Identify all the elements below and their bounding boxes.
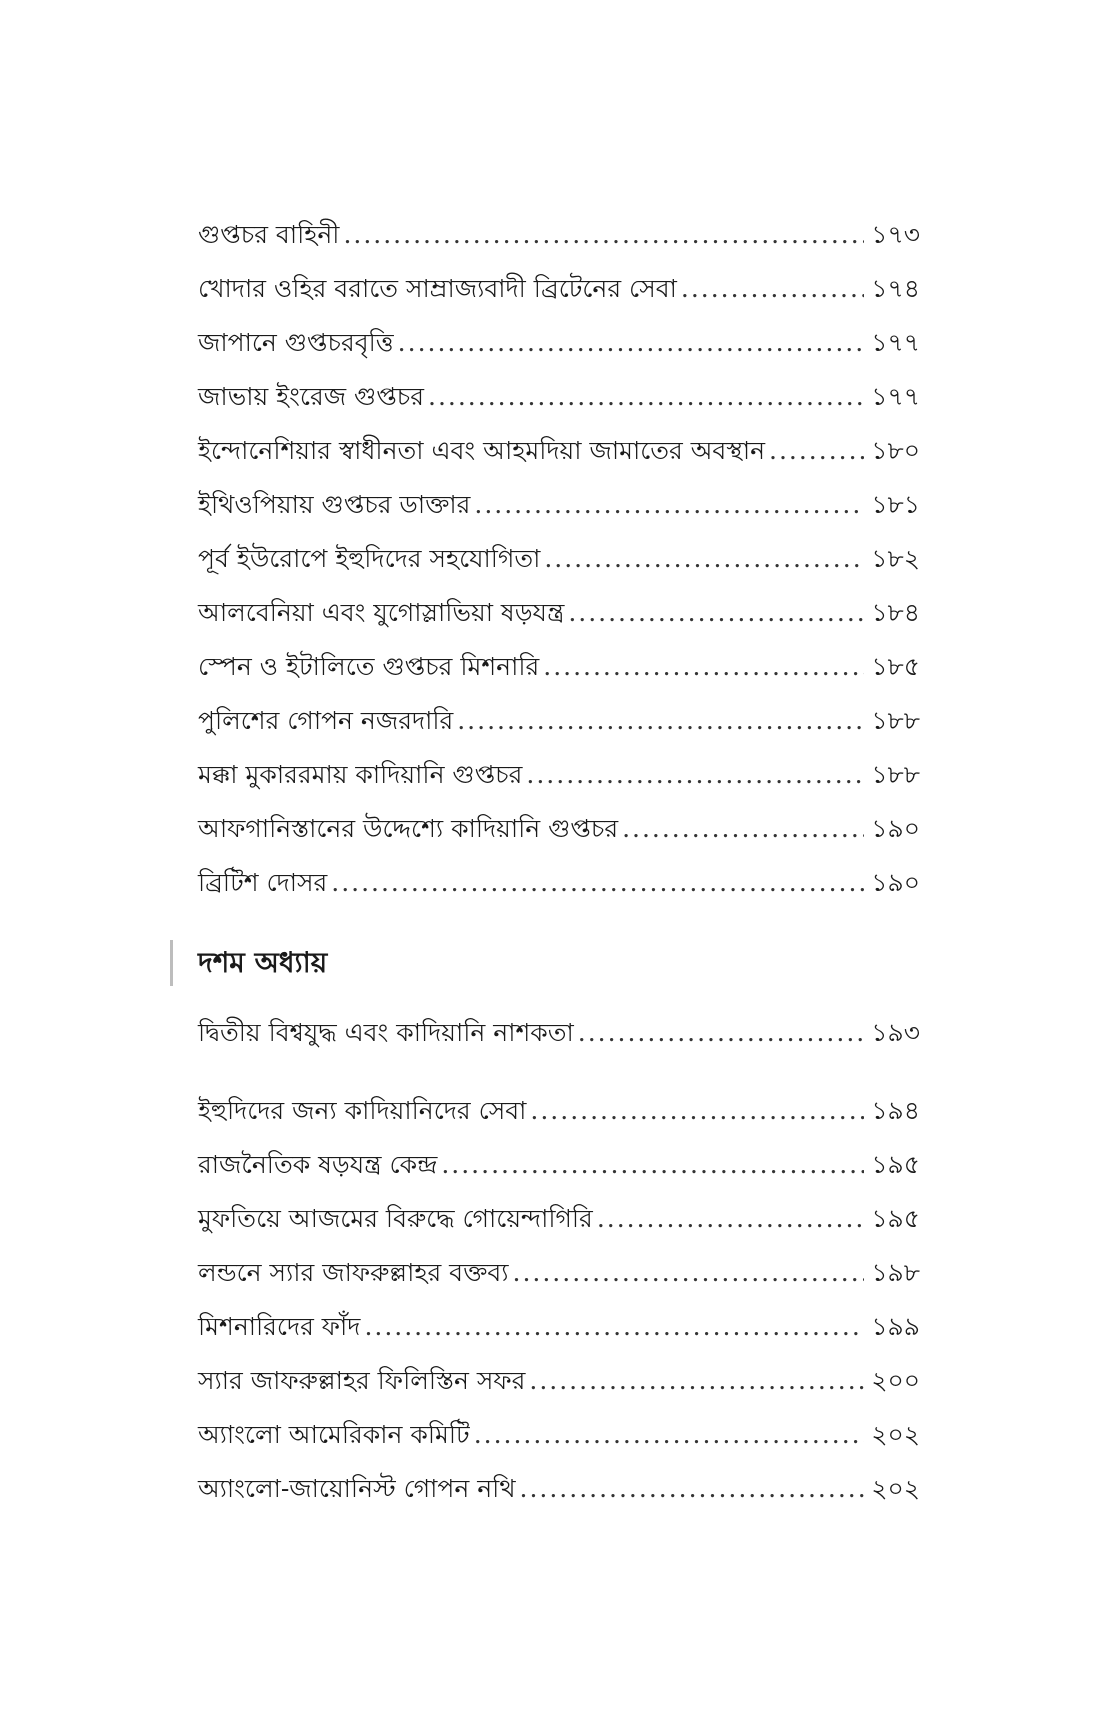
toc-entry-page: ২০২	[871, 1420, 920, 1449]
toc-entry	[198, 478, 920, 532]
toc-entry-page: ১৯০	[871, 814, 920, 843]
toc-entry-page: ১৭৩	[871, 220, 920, 249]
dot-leader	[530, 1084, 864, 1138]
chapter-marker-bar	[170, 940, 173, 986]
dot-leader	[331, 856, 864, 910]
dot-leader	[457, 694, 864, 748]
toc-entry-title: জাভায় ইংরেজ গুপ্তচর	[198, 382, 425, 411]
toc-entry-title: মক্কা মুকাররমায় কাদিয়ানি গুপ্তচর	[198, 760, 523, 789]
toc-entry-page: ১৭৭	[871, 328, 920, 357]
toc-entry	[198, 856, 920, 910]
toc-entry-page: ১৮৮	[871, 760, 920, 789]
toc-entry	[198, 1354, 920, 1408]
toc-entry	[198, 532, 920, 586]
toc-entry	[198, 1462, 920, 1516]
dot-leader	[474, 1408, 864, 1462]
toc-entry	[198, 694, 920, 748]
dot-leader	[398, 316, 864, 370]
dot-leader	[513, 1246, 864, 1300]
toc-entry-page: ১৯৩	[871, 1018, 920, 1047]
toc-entry-page: ১৮২	[871, 544, 920, 573]
chapter-heading: দশম অধ্যায়	[198, 946, 328, 979]
dot-leader	[622, 802, 864, 856]
toc-entry-title: পূর্ব ইউরোপে ইহুদিদের সহযোগিতা	[198, 544, 541, 573]
toc-entry	[198, 1300, 920, 1354]
dot-leader	[520, 1462, 864, 1516]
toc-entry	[198, 802, 920, 856]
toc-entry	[198, 262, 920, 316]
toc-entry-title: দ্বিতীয় বিশ্বযুদ্ধ এবং কাদিয়ানি নাশকতা	[198, 1018, 574, 1047]
toc-entry	[198, 370, 920, 424]
toc-entry-page: ১৮৪	[871, 598, 920, 627]
toc-entry-title: জাপানে গুপ্তচরবৃত্তি	[198, 328, 394, 357]
dot-leader	[526, 748, 864, 802]
toc-entry-page: ১৮১	[871, 490, 920, 519]
toc-entry-title: লন্ডনে স্যার জাফরুল্লাহর বক্তব্য	[198, 1258, 509, 1287]
toc-entry	[198, 1084, 920, 1138]
toc-section-a	[198, 208, 920, 910]
dot-leader	[474, 478, 864, 532]
dot-leader	[597, 1192, 864, 1246]
toc-entry-title: ইহুদিদের জন্য কাদিয়ানিদের সেবা	[198, 1096, 527, 1125]
toc-entry-page: ১৯৮	[871, 1258, 920, 1287]
dot-leader	[544, 532, 864, 586]
toc-entry-title: পুলিশের গোপন নজরদারি	[198, 706, 454, 735]
toc-entry-title: গুপ্তচর বাহিনী	[198, 220, 340, 249]
toc-entry-page: ১৯৫	[871, 1204, 920, 1233]
toc-entry-title: স্পেন ও ইটালিতে গুপ্তচর মিশনারি	[198, 652, 540, 681]
toc-section-b	[198, 1084, 920, 1516]
toc-entry	[198, 208, 920, 262]
dot-leader	[578, 1006, 864, 1060]
dot-leader	[529, 1354, 864, 1408]
toc-entry	[198, 1192, 920, 1246]
toc-entry-page: ১৮৮	[871, 706, 920, 735]
toc-entry	[198, 1246, 920, 1300]
toc-entry	[198, 1138, 920, 1192]
dot-leader	[364, 1300, 864, 1354]
toc-entry	[198, 748, 920, 802]
toc-entry-page: ১৮৫	[871, 652, 920, 681]
toc-entry-page: ১৭৪	[871, 274, 920, 303]
chapter-first-entry	[198, 1006, 920, 1060]
toc-entry-title: অ্যাংলো আমেরিকান কমিটি	[198, 1420, 470, 1449]
toc-entry-title: মিশনারিদের ফাঁদ	[198, 1312, 361, 1341]
dot-leader	[568, 586, 864, 640]
toc-entry-page: ১৯০	[871, 868, 920, 897]
dot-leader	[543, 640, 864, 694]
toc-entry-page: ১৭৭	[871, 382, 920, 411]
toc-entry-page: ১৮০	[871, 436, 920, 465]
dot-leader	[428, 370, 864, 424]
toc-entry	[198, 424, 920, 478]
toc-entry-page: ২০০	[871, 1366, 920, 1395]
toc-entry-page: ২০২	[871, 1474, 920, 1503]
toc-entry-page: ১৯৫	[871, 1150, 920, 1179]
toc-entry-title: আলবেনিয়া এবং যুগোস্লাভিয়া ষড়যন্ত্র	[198, 598, 565, 627]
dot-leader	[343, 208, 864, 262]
toc-entry-title: মুফতিয়ে আজমের বিরুদ্ধে গোয়েন্দাগিরি	[198, 1204, 593, 1233]
toc-entry-title: অ্যাংলো-জায়োনিস্ট গোপন নথি	[198, 1474, 516, 1503]
toc-entry-page: ১৯৪	[871, 1096, 920, 1125]
toc-entry	[198, 1408, 920, 1462]
toc-entry-title: স্যার জাফরুল্লাহর ফিলিস্তিন সফর	[198, 1366, 526, 1395]
dot-leader	[681, 262, 864, 316]
toc-entry	[198, 316, 920, 370]
dot-leader	[441, 1138, 864, 1192]
toc-entry-title: আফগানিস্তানের উদ্দেশ্যে কাদিয়ানি গুপ্তচর	[198, 814, 619, 843]
toc-entry	[198, 1006, 920, 1060]
toc-entry-title: খোদার ওহির বরাতে সাম্রাজ্যবাদী ব্রিটেনের সেবা	[198, 274, 677, 303]
toc-entry-title: ব্রিটিশ দোসর	[198, 868, 328, 897]
toc-entry-page: ১৯৯	[871, 1312, 920, 1341]
toc-entry-title: রাজনৈতিক ষড়যন্ত্র কেন্দ্র	[198, 1150, 438, 1179]
toc-entry-title: ইন্দোনেশিয়ার স্বাধীনতা এবং আহমদিয়া জামাতের অবস্থান	[198, 436, 766, 465]
toc-entry	[198, 640, 920, 694]
toc-entry-title: ইথিওপিয়ায় গুপ্তচর ডাক্তার	[198, 490, 471, 519]
dot-leader	[769, 424, 864, 478]
toc-entry	[198, 586, 920, 640]
